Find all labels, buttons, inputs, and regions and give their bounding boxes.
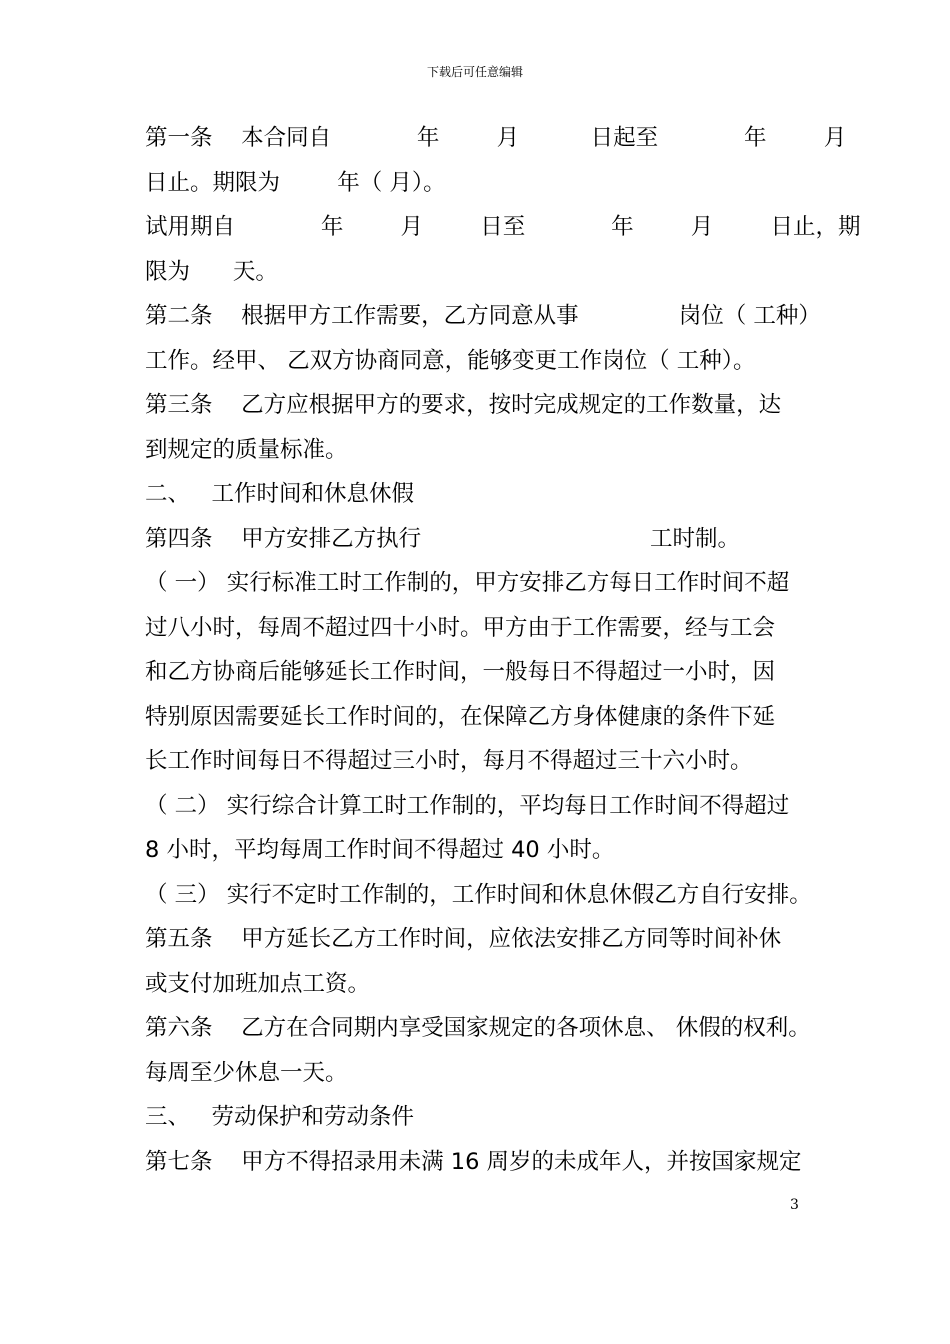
text-line: 或支付加班加点工资。	[145, 971, 371, 997]
text-line: 8 小时，平均每周工作时间不得超过 40 小时。	[145, 837, 615, 863]
text-line: 限为 天。	[145, 259, 278, 285]
section-heading: 二、 工作时间和休息休假	[145, 481, 414, 507]
text-line: 和乙方协商后能够延长工作时间，一般每日不得超过一小时，因	[145, 659, 776, 685]
text-line: 工作。经甲、 乙双方协商同意，能够变更工作岗位（ 工种）。	[145, 348, 756, 374]
section-heading: 三、 劳动保护和劳动条件	[145, 1104, 414, 1130]
text-line: 日止。期限为 年（ 月）。	[145, 170, 446, 196]
text-line: 试用期自 年 月 日至 年 月 日止，期	[145, 214, 861, 240]
text-line: 过八小时，每周不超过四十小时。甲方由于工作需要，经与工会	[145, 615, 776, 641]
text-line: 第五条 甲方延长乙方工作时间，应依法安排乙方同等时间补休	[145, 926, 782, 952]
text-line: 长工作时间每日不得超过三小时，每月不得超过三十六小时。	[145, 748, 753, 774]
text-line: 到规定的质量标准。	[145, 437, 348, 463]
text-line: 第一条 本合同自 年 月 日起至 年 月	[145, 125, 847, 151]
text-line: （ 一） 实行标准工时工作制的，甲方安排乙方每日工作时间不超	[145, 570, 790, 596]
text-line: 第四条 甲方安排乙方执行 工时制。	[145, 526, 740, 552]
text-line: 第二条 根据甲方工作需要，乙方同意从事 岗位（ 工种）	[145, 303, 821, 329]
text-line: 每周至少休息一天。	[145, 1060, 348, 1086]
text-line: （ 三） 实行不定时工作制的，工作时间和休息休假乙方自行安排。	[145, 882, 812, 908]
text-line: 第七条 甲方不得招录用未满 16 周岁的未成年人，并按国家规定	[145, 1149, 802, 1175]
text-line: 第六条 乙方在合同期内享受国家规定的各项休息、 休假的权利。	[145, 1015, 811, 1041]
text-line: （ 二） 实行综合计算工时工作制的，平均每日工作时间不得超过	[145, 793, 790, 819]
page-number: 3	[790, 1197, 799, 1213]
text-line: 特别原因需要延长工作时间的，在保障乙方身体健康的条件下延	[145, 704, 776, 730]
page-header: 下载后可任意编辑	[426, 65, 523, 79]
text-line: 第三条 乙方应根据甲方的要求，按时完成规定的工作数量，达	[145, 392, 782, 418]
